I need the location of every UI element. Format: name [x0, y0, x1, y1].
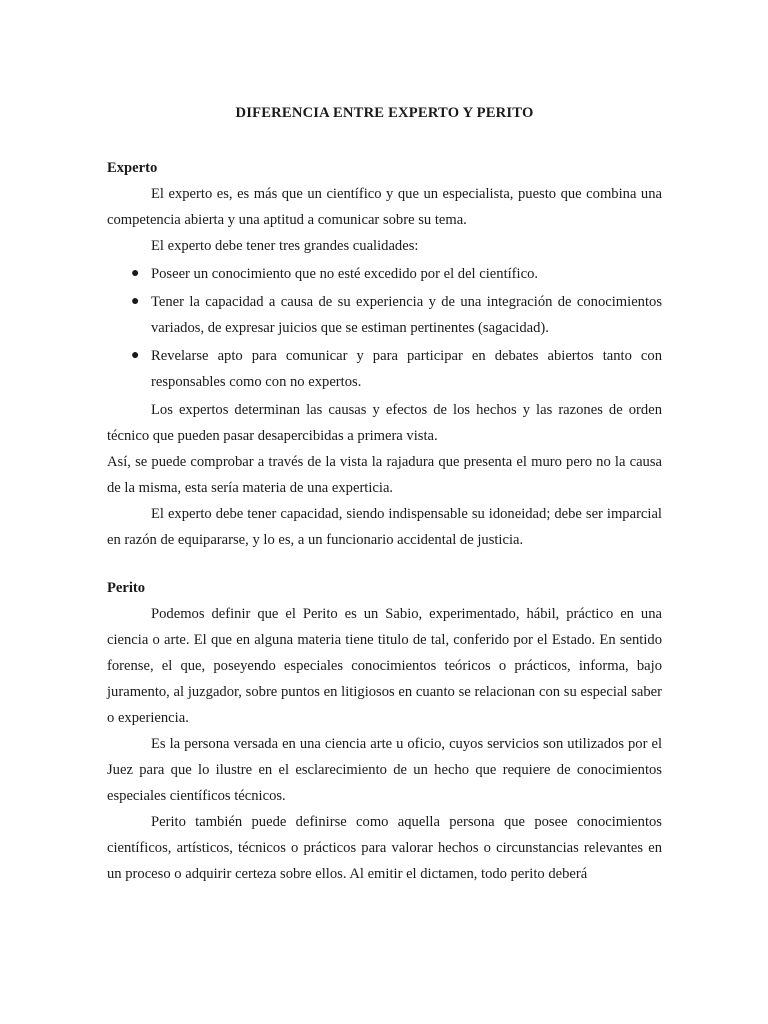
section-heading-perito: Perito: [107, 580, 146, 596]
list-item: [107, 289, 662, 341]
bullet-icon: ●: [131, 348, 140, 363]
paragraph: Es la persona versada en una ciencia arte u oficio, cuyos servicios son utilizados por el Juez para que lo ilustre en el esclarecimiento de un hecho que requiere de conocimientos especiales científicos técnicos.: [107, 736, 662, 804]
bullet-icon: ●: [131, 294, 140, 309]
list-item: [107, 261, 662, 287]
list-item-text: Tener la capacidad a causa de su experiencia y de una integración de conocimientos variados, de expresar juicios que se estiman pertinentes (sagacidad).: [151, 294, 662, 336]
paragraph: Perito también puede definirse como aquella persona que posee conocimientos científicos, artísticos, técnicos o prácticos para valorar hechos o circunstancias relevantes en un proceso o adquirir certeza sobre ellos. Al emitir el dictamen, todo perito deberá: [107, 814, 662, 882]
section-perito: [107, 575, 662, 887]
paragraph: Podemos definir que el Perito es un Sabio, experimentado, hábil, práctico en una ciencia o arte. El que en alguna materia tiene titulo de tal, conferido por el Estado. En sentido forense, el que, poseyendo especiales conocimientos teóricos o prácticos, informa, bajo juramento, al juzgador, sobre puntos en litigiosos en cuanto se relacionan con su especial saber o experiencia.: [107, 606, 662, 726]
paragraph: Así, se puede comprobar a través de la vista la rajadura que presenta el muro pero no la causa de la misma, esta sería materia de una experticia.: [107, 454, 662, 496]
list-item-text: Revelarse apto para comunicar y para participar en debates abiertos tanto con responsables como con no expertos.: [151, 348, 662, 390]
bullet-icon: ●: [131, 266, 140, 281]
list-item-text: Poseer un conocimiento que no esté excedido por el del científico.: [151, 266, 539, 282]
document-title: DIFERENCIA ENTRE EXPERTO Y PERITO: [235, 105, 534, 121]
paragraph: El experto debe tener tres grandes cualidades:: [151, 238, 419, 254]
paragraph: El experto debe tener capacidad, siendo indispensable su idoneidad; debe ser imparcial en razón de equipararse, y lo es, a un funcionario accidental de justicia.: [107, 506, 662, 548]
list-item: [107, 343, 662, 395]
paragraph: Los expertos determinan las causas y efectos de los hechos y las razones de orden técnico que pueden pasar desapercibidas a primera vista.: [107, 402, 662, 444]
paragraph: El experto es, es más que un científico y que un especialista, puesto que combina una competencia abierta y una aptitud a comunicar sobre su tema.: [107, 186, 662, 228]
section-experto: [107, 155, 662, 553]
bullet-list: [107, 261, 662, 395]
section-heading-experto: Experto: [107, 160, 158, 176]
